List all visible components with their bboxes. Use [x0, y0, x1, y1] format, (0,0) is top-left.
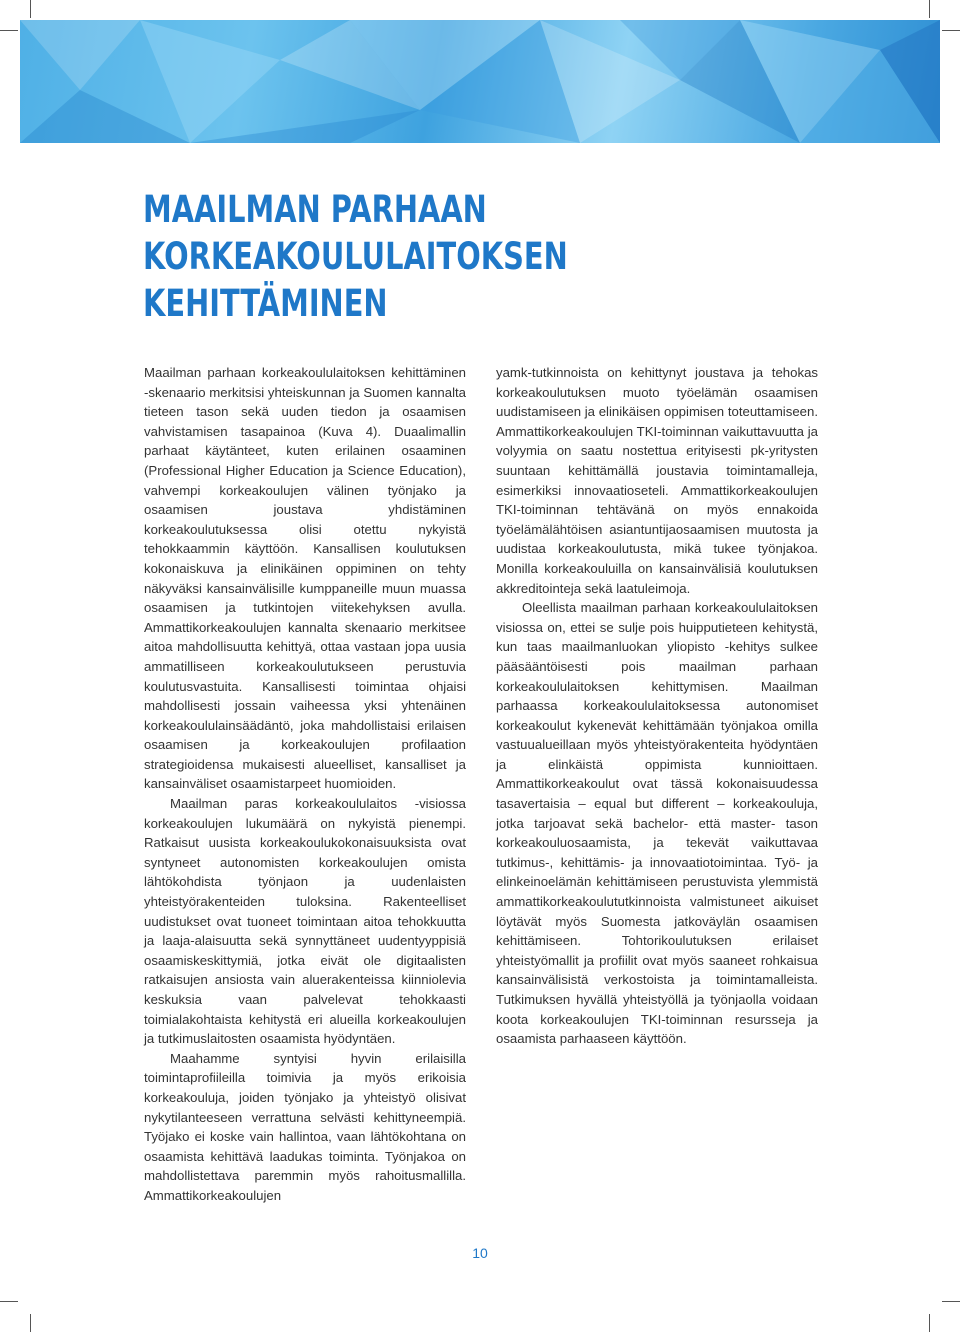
paragraph: Maailman paras korkeakoululaitos -visiossa korkeakoulujen lukumäärä on nykyistä pienempi. Ratkaisut uusista korkeakoulukokonaisuuksista ovat syntyneet autonomisten korkeakoulujen omista lähtökohdista työnjaon ja uudenlaisten yhteistyörakenteiden tuloksina. Rakenteelliset uudistukset ovat tuoneet toimintaan aitoa tehokkuutta ja laaja-alaisuutta sekä synnyttäneet uudentyyppisiä osaamiskeskittymiä, jotka eivät ole digitaalisten ratkaisujen ansiosta vain aluerakenteissa kiinniolevia keskuksia vaan palvelevat tehokkaasti toimialakohtaista kehitystä eri alueilla korkeakoulujen ja tutkimuslaitosten osaamista hyödyntäen.: [144, 796, 466, 1047]
paragraph: Oleellista maailman parhaan korkeakoululaitoksen visiossa on, ettei se sulje pois huipputieteen kehitystä, kun taas maailmanluokan yliopisto -kehitys sulkee pääsääntöisesti pois maailman parhaan korkeakoululaitoksen kehittymisen. Maailman parhaassa korkeakoululaitoksessa autonomiset korkeakoulut kykenevät kehittämään työnjakoa omilla vastuualueillaan myös yhteistyörakenteita hyödyntäen ja elinkäistä oppimista kunnioittaen. Ammattikorkeakoulut ovat tässä kokonaisuudessa tasavertaisia – equal but different – korkeakouluja, jotka tarjoavat sekä bachelor- että master- tason korkeakouluosaamista, ja tekevät vaikuttavaa tutkimus-, kehittämis- ja innovaatiotoimintaa. Työ- ja elinkeinoelämän kehittämiseen perustuvista ylemmistä ammattikorkeakoulututkinnoista valmistuneet aikuiset löytävät myös Suomesta jatkoväylän osaamisen kehittämiseen. Tohtorikoulutuksen erilaiset yhteistyömallit ja profiilit ovat myös saaneet rohkaisua kansainvälisistä verkostoista ja toimintamalleista. Tutkimuksen hyvällä yhteistyöllä ja työnjaolla voidaan koota korkeakoulujen TKI-toiminnan resursseja ja osaamista parhaaseen käyttöön.: [496, 600, 818, 1047]
right-column: [496, 363, 818, 1049]
crop-mark: [942, 1301, 960, 1302]
crop-mark: [929, 0, 930, 18]
polygon-pattern: [20, 20, 940, 143]
crop-mark: [0, 30, 18, 31]
paragraph: Maahamme syntyisi hyvin erilaisilla toimintaprofiileilla toimivia ja myös erikoisia korkeakouluja, joiden työnjako ja yhteistyö olisivat nykytilanteeseen verrattuna selvästi kehittyneempiä. Työjako ei koske vain hallintoa, vaan lähtökohtana on osaamista kehittävä laadukas toiminta. Työnjakoa on mahdollistettava paremmin myös rahoitusmallilla. Ammattikorkeakoulujen: [144, 1050, 466, 1203]
header-banner: [20, 20, 940, 143]
page-title: [143, 186, 568, 327]
left-column: [144, 363, 466, 1206]
page-number: 10: [472, 1245, 488, 1261]
crop-mark: [0, 1301, 18, 1302]
crop-mark: [30, 0, 31, 18]
title-line-2: KORKEAKOULULAITOKSEN: [143, 235, 568, 278]
paragraph: yamk-tutkinnoista on kehittynyt joustava ja tehokas korkeakoulutuksen muoto työelämän osaamisen uudistamiseen ja elinikäisen oppimisen toteuttamiseen. Ammattikorkeakoulujen TKI-toiminnan vaikuttavuutta ja volyymia on saatu nostettua erityisesti pk-yritysten suuntaan kehittämällä joustavia toimintamalleja, esimerkiksi innovaatioseteli. Ammattikorkeakoulujen TKI-toiminnan tehtävänä on myös ennakoida työelämälähtöisen asiantuntijaosaamisen muutosta ja uudistaa korkeakoulutusta, mikä tukee työnjakoa. Monilla korkeakouluilla on kansainvälisiä koulutuksen akkreditointeja sekä laatuleimoja.: [496, 365, 818, 596]
title-line-1: MAAILMAN PARHAAN: [143, 188, 487, 231]
crop-mark: [942, 30, 960, 31]
crop-mark: [929, 1314, 930, 1332]
title-line-3: KEHITTÄMINEN: [143, 282, 388, 325]
crop-mark: [30, 1314, 31, 1332]
paragraph: Maailman parhaan korkeakoululaitoksen kehittäminen -skenaario merkitsisi yhteiskunnan ja Suomen kannalta tieteen tason sekä uuden tiedon ja osaamisen vahvistamisen tasapainoa (Kuva 4). Duaalimallin parhaat käytänteet, kuten erilainen osaaminen (Professional Higher Education ja Science Education), vahvempi korkeakoulujen välinen työnjako ja osaamisen joustava yhdistäminen korkeakoulutuksessa olisi otettu nykyistä tehokkaammin käyttöön. Kansallisen koulutuksen kokonaiskuva ja elinikäinen oppiminen on tehty näkyväksi kansainvälisille kumppaneille muun muassa osaamisen ja tutkintojen viitekehyksen avulla. Ammattikorkeakoulujen kannalta skenaario merkitsee aitoa mahdollisuutta kehittyä, ottaa vastaan jopa uusia ammatilliseen korkeakoulutukseen perustuvia koulutusvastuita. Kansallisesti toimintaa ohjaisi mahdollisesti jossain vaiheessa yksi yhtenäinen korkeakoululainsäädäntö, joka mahdollistaisi erilaisen osaamisen ja korkeakoulujen profilaation strategioidensa mukaisesti alueelliset, kansalliset ja kansainväliset osaamistarpeet huomioiden.: [144, 365, 466, 792]
